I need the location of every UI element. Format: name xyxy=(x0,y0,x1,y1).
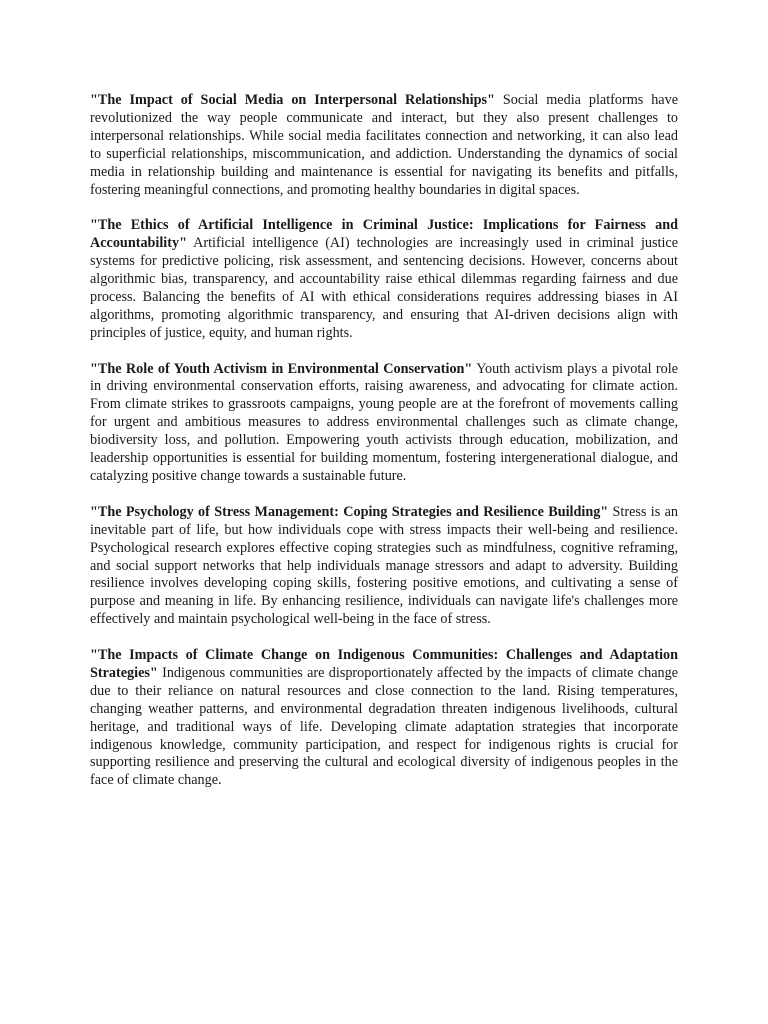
paragraph-body: Youth activism plays a pivotal role in driving environmental conservation efforts, raising awareness, and advocating for climate action. From climate strikes to grassroots campaigns, young people are at the forefront of movements calling for urgent and ambitious measures to address environmental challenges such as climate change, biodiversity loss, and pollution. Empowering youth activists through education, mobilization, and leadership opportunities is essential for building momentum, fostering intergenerational dialogue, and catalyzing positive change towards a sustainable future. xyxy=(90,360,678,484)
paragraph-climate-indigenous xyxy=(90,647,678,790)
paragraph-youth-activism xyxy=(90,361,678,486)
paragraph-title: "The Impacts of Climate Change on Indigenous Communities: Challenges and Adaptation Strategies" xyxy=(90,647,678,681)
paragraph-title: "The Ethics of Artificial Intelligence in Criminal Justice: Implications for Fairness and Accountability" xyxy=(90,217,678,252)
paragraph-body: Social media platforms have revolutionized the way people communicate and interact, but they also present challenges to interpersonal relationships. While social media facilitates connection and networking, it can also lead to superficial relationships, miscommunication, and addiction. Understanding the dynamics of social media in relationship building and maintenance is essential for navigating its benefits and pitfalls, fostering meaningful connections, and promoting healthy boundaries in digital spaces. xyxy=(90,92,678,198)
paragraph-ai-criminal-justice xyxy=(90,217,678,342)
paragraph-title: "The Impact of Social Media on Interpersonal Relationships" xyxy=(90,92,495,108)
paragraph-social-media xyxy=(90,92,678,199)
paragraph-title: "The Psychology of Stress Management: Coping Strategies and Resilience Building" xyxy=(90,503,609,520)
paragraph-title: "The Role of Youth Activism in Environmental Conservation" xyxy=(90,360,473,377)
paragraph-body: Indigenous communities are disproportionately affected by the impacts of climate change due to their reliance on natural resources and close connection to the land. Rising temperatures, changing weather patterns, and environmental degradation threaten indigenous livelihoods, cultural heritage, and traditional ways of life. Developing climate adaptation strategies that incorporate indigenous knowledge, community participation, and respect for indigenous rights is crucial for supporting resilience and preserving the cultural and ecological diversity of indigenous peoples in the face of climate change. xyxy=(90,664,678,789)
paragraph-stress-management xyxy=(90,504,678,629)
paragraph-body: Artificial intelligence (AI) technologies are increasingly used in criminal justice systems for predictive policing, risk assessment, and sentencing decisions. However, concerns about algorithmic bias, transparency, and accountability raise ethical dilemmas regarding fairness and due process. Balancing the benefits of AI with ethical considerations requires addressing biases in AI algorithms, promoting algorithmic transparency, and ensuring that AI-driven decisions align with principles of justice, equity, and human rights. xyxy=(90,235,678,341)
document-page xyxy=(90,92,678,808)
paragraph-body: Stress is an inevitable part of life, but how individuals cope with stress impacts their well-being and resilience. Psychological research explores effective coping strategies such as mindfulness, cognitive reframing, and social support networks that help individuals manage stressors and adapt to adversity. Building resilience involves developing coping skills, fostering positive emotions, and cultivating a sense of purpose and meaning in life. By enhancing resilience, individuals can navigate life's challenges more effectively and maintain psychological well-being in the face of stress. xyxy=(90,503,679,628)
